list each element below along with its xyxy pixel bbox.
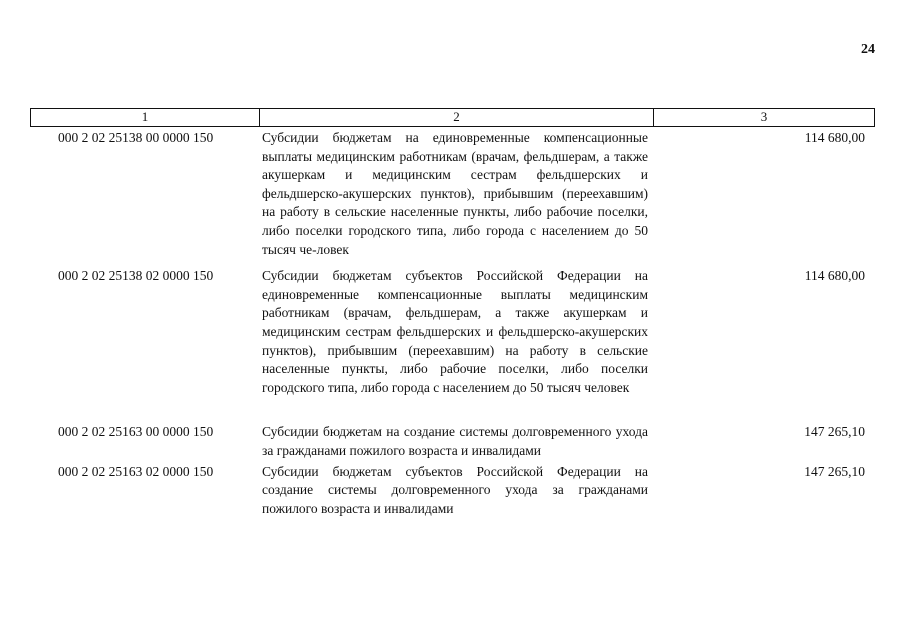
row-amount: 114 680,00: [804, 130, 865, 145]
row-description: Субсидии бюджетам субъектов Российской Федерации на создание системы долговременного ухода за гражданами пожилого возраста и инвалидами: [262, 463, 648, 516]
row-amount: 147 265,10: [804, 424, 865, 440]
budget-code: 000 2 02 25138 00 0000 150: [58, 130, 214, 145]
budget-table: [30, 108, 875, 518]
table-row: [30, 423, 875, 460]
table-header: [30, 108, 875, 127]
table-row: [30, 267, 875, 397]
column-header-2: 2: [259, 109, 653, 126]
column-header-3: 3: [653, 109, 874, 126]
row-description: Субсидии бюджетам субъектов Российской Федерации на единовременные компенсационные выплаты медицинским работникам (врачам, фельдшерам, а также акушеркам и медицинским сестрам фельдшерских и фельдшерско-акушерских пунктов), прибывшим (переехавшим) на работу в сельские населенные пункты, либо рабочие поселки, либо поселки городского типа, либо города с населением до 50 тысяч человек: [262, 268, 648, 395]
column-header-1: 1: [141, 109, 149, 124]
table-row: [30, 129, 875, 259]
row-amount: 114 680,00: [804, 268, 865, 284]
budget-code: 000 2 02 25163 02 0000 150: [58, 463, 214, 479]
table-row: [30, 463, 875, 519]
row-description: Субсидии бюджетам на создание системы долговременного ухода за гражданами пожилого возраста и инвалидами: [262, 424, 648, 458]
page-number: 24: [861, 42, 875, 57]
row-description: Субсидии бюджетам на единовременные компенсационные выплаты медицинским работникам (врачам, фельдшерам, а также акушеркам и медицинским сестрам фельдшерских и фельдшерско-акушерских пунктов), прибывшим (переехавшим) на работу в сельские населенные пункты, либо рабочие поселки, либо поселки городского типа, либо города с населением до 50 тысяч че-ловек: [262, 130, 648, 257]
budget-code: 000 2 02 25163 00 0000 150: [58, 424, 214, 440]
row-amount: 147 265,10: [804, 463, 865, 479]
budget-code: 000 2 02 25138 02 0000 150: [58, 268, 214, 284]
